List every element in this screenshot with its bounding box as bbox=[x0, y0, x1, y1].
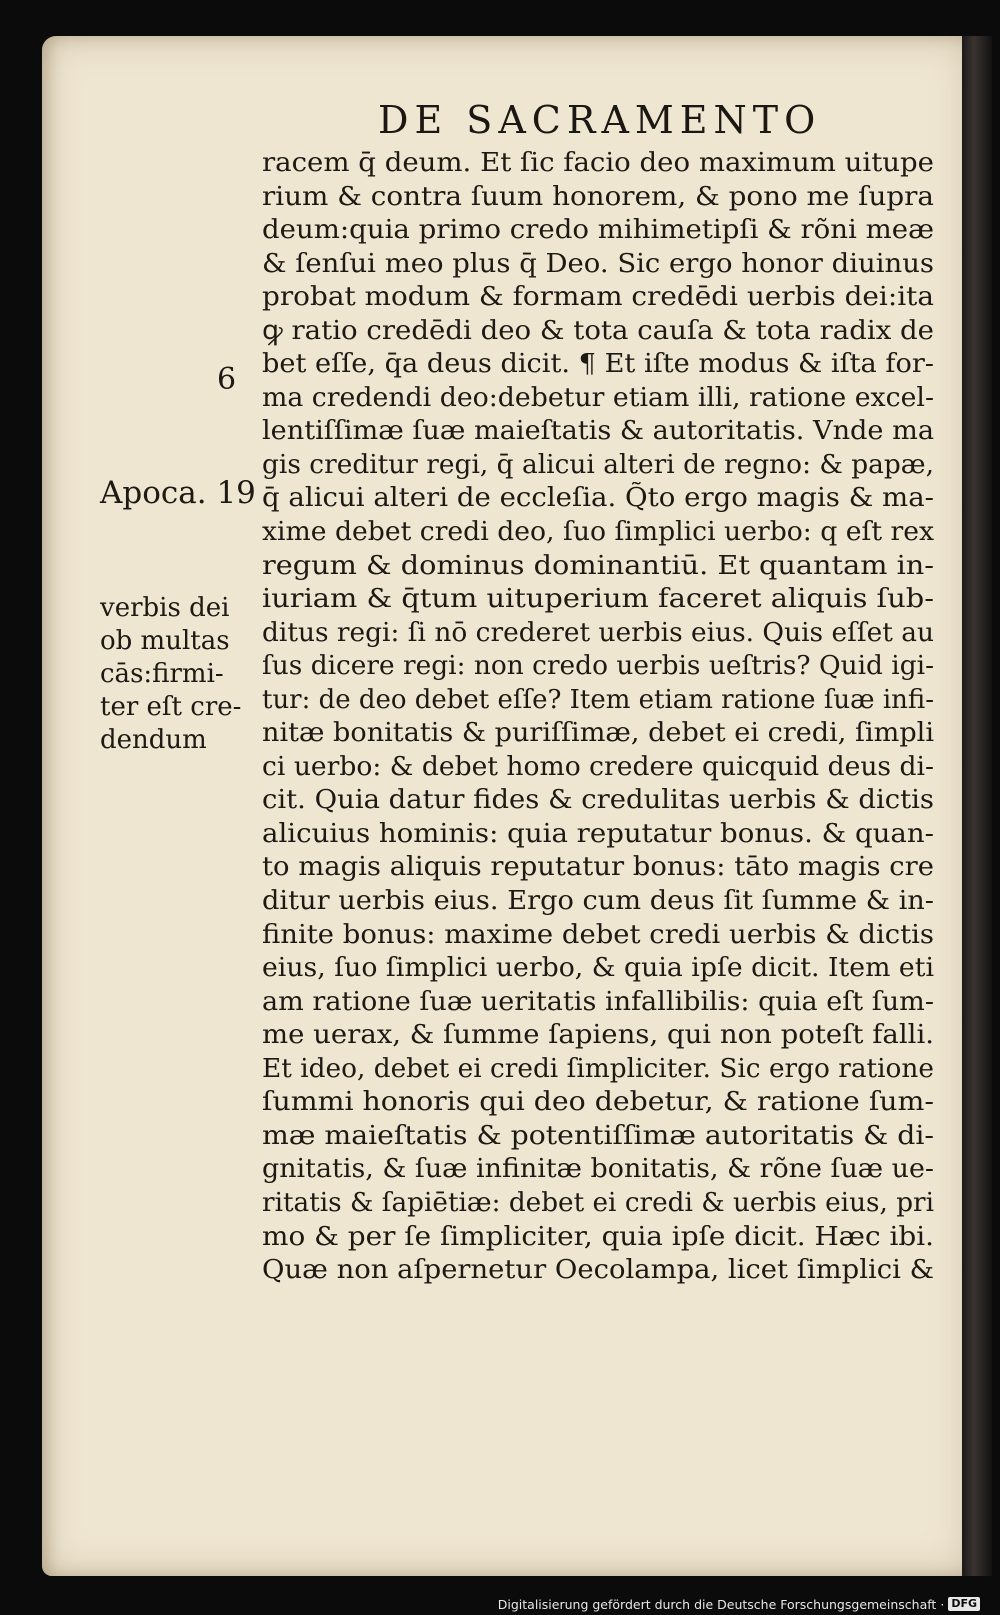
text-line: ritatis & ſapiētiæ: debet ei credi & uerbis eius, pri bbox=[262, 1186, 934, 1218]
text-line: ꝙ ratio credēdi deo & tota cauſa & tota radix de bbox=[262, 314, 934, 346]
margin-note-line: verbis dei bbox=[100, 593, 230, 623]
text-line: mæ maieſtatis & potentiſſimæ autoritatis & di- bbox=[262, 1119, 934, 1151]
margin-reference: Apoca. 19 bbox=[100, 475, 256, 511]
text-line: tur: de deo debet eſſe? Item etiam ratione ſuæ infi- bbox=[262, 683, 934, 715]
text-line: regum & dominus dominantiū. Et quantam in- bbox=[262, 549, 934, 581]
text-line: am ratione ſuæ ueritatis infallibilis: quia eſt ſum- bbox=[262, 985, 934, 1017]
text-line: lentiſſimæ ſuæ maieſtatis & autoritatis. Vnde ma bbox=[262, 415, 934, 447]
text-line: deum:quia primo credo mihimetipſi & rõni meæ bbox=[262, 214, 934, 246]
text-line: mo & per ſe ſimpliciter, quia ipſe dicit. Hæc ibi. bbox=[262, 1220, 934, 1252]
text-line: to magis aliquis reputatur bonus: tāto magis cre bbox=[262, 851, 934, 883]
text-line: & ſenſui meo plus q̄ Deo. Sic ergo honor diuinus bbox=[262, 247, 934, 279]
text-line: Quæ non aſpernetur Oecolampa, licet ſimplici & bbox=[262, 1254, 934, 1286]
text-line: finite bonus: maxime debet credi uerbis & dictis bbox=[262, 918, 934, 950]
text-line: racem q̄ deum. Et ſic facio deo maximum uitupe bbox=[262, 147, 934, 178]
text-line: ma credendi deo:debetur etiam illi, ratione excel- bbox=[262, 381, 934, 413]
footer-credit-text: Digitalisierung gefördert durch die Deutsche Forschungsgemeinschaft bbox=[497, 1596, 937, 1612]
margin-note-line: ob multas bbox=[100, 626, 230, 656]
book-edge bbox=[962, 36, 992, 1576]
dfg-logo-icon: DFG bbox=[948, 1597, 980, 1611]
text-line: probat modum & formam credēdi uerbis dei:ita bbox=[262, 281, 934, 313]
text-line: xime debet credi deo, ſuo ſimplici uerbo: q eſt rex bbox=[262, 516, 934, 548]
footer-separator: · bbox=[940, 1596, 945, 1612]
footer-credit bbox=[498, 1595, 980, 1613]
margin-note-line: dendum bbox=[100, 725, 207, 755]
text-line: nitæ bonitatis & puriſſimæ, debet ei credi, ſimpli bbox=[262, 717, 934, 749]
margin-note bbox=[100, 592, 250, 757]
text-line: gnitatis, & ſuæ infinitæ bonitatis, & rõne ſuæ ue- bbox=[262, 1153, 934, 1185]
text-line: alicuius hominis: quia reputatur bonus. & quan- bbox=[262, 817, 934, 849]
text-line: ditur uerbis eius. Ergo cum deus ſit ſumme & in- bbox=[262, 885, 934, 917]
text-line: Et ideo, debet ei credi ſimpliciter. Sic ergo ratione bbox=[262, 1052, 934, 1084]
text-line: ſus dicere regi: non credo uerbis ueſtris? Quid igi- bbox=[262, 650, 934, 682]
body-text bbox=[262, 146, 934, 1287]
margin-section-number: 6 bbox=[217, 362, 237, 397]
margin-note-line: cās:firmi- bbox=[100, 659, 224, 689]
text-line: q̄ alicui alteri de eccleſia. Q̃to ergo magis & ma- bbox=[262, 482, 934, 514]
text-line: bet eſſe, q̄a deus dicit. ¶ Et iſte modus & iſta for- bbox=[262, 348, 934, 380]
text-line: gis creditur regi, q̄ alicui alteri de regno: & papæ, bbox=[262, 448, 934, 480]
text-line: iuriam & q̄tum uituperium faceret aliquis ſub- bbox=[262, 583, 934, 615]
text-line: ſummi honoris qui deo debetur, & ratione ſum- bbox=[262, 1086, 934, 1118]
running-head: DE SACRAMENTO bbox=[378, 98, 822, 142]
text-line: cit. Quia datur fides & credulitas uerbis & dictis bbox=[262, 784, 934, 816]
text-line: ci uerbo: & debet homo credere quicquid deus di- bbox=[262, 750, 934, 782]
text-line: rium & contra ſuum honorem, & pono me ſupra bbox=[262, 180, 934, 212]
text-line: ditus regi: ſi nō crederet uerbis eius. Quis eſſet au bbox=[262, 616, 934, 648]
text-line: eius, ſuo ſimplici uerbo, & quia ipſe dicit. Item eti bbox=[262, 952, 934, 984]
margin-note-line: ter eſt cre- bbox=[100, 692, 242, 722]
text-line: me uerax, & ſumme ſapiens, qui non poteſt falli. bbox=[262, 1019, 934, 1051]
